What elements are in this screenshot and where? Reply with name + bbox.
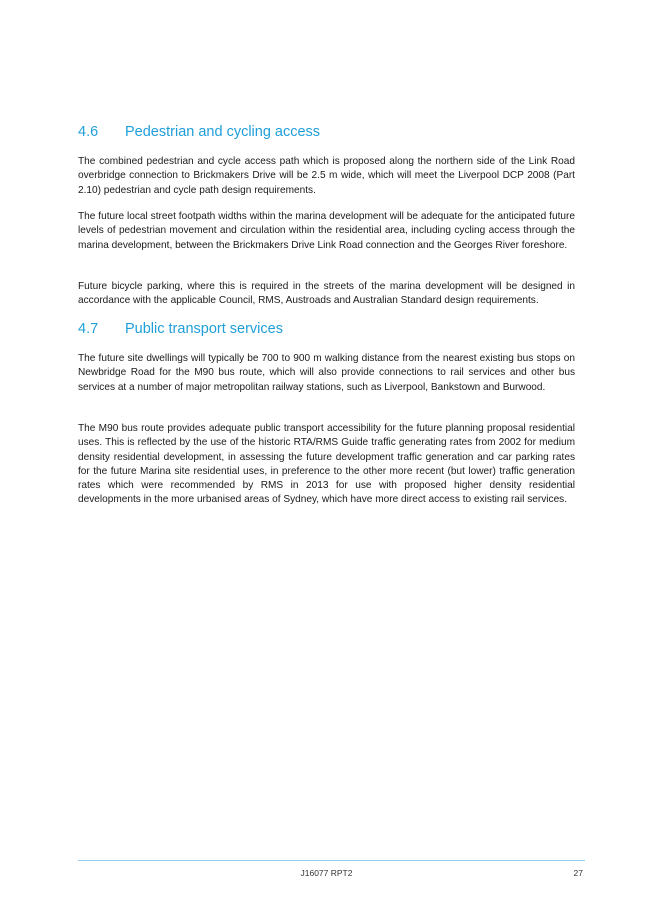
section-number: 4.7 [78, 321, 99, 337]
footer-page-number: 27 [573, 868, 583, 878]
section-title: Public transport services [125, 321, 283, 337]
section-heading-4-7 [78, 321, 283, 337]
paragraph: The future local street footpath widths within the marina development will be adequate for the anticipated future levels of pedestrian movement and circulation within the residential area, including cycling access through the marina development, between the Brickmakers Drive Link Road connection and the Georges River foreshore. [78, 211, 575, 251]
paragraph: The M90 bus route provides adequate public transport accessibility for the future planning proposal residential uses. This is reflected by the use of the historic RTA/RMS Guide traffic generating rates from 2002 for medium density residential development, in assessing the future development traffic generation and car parking rates for the future Marina site residential uses, in preference to the other more recent (but lower) traffic generation rates which were recommended by RMS in 2013 for use with proposed higher density residential developments in the more urbanised areas of Sydney, which have more direct access to existing rail services. [78, 423, 575, 506]
section-title: Pedestrian and cycling access [125, 124, 321, 140]
footer-document-reference: J16077 RPT2 [300, 868, 353, 878]
footer-divider [78, 860, 585, 861]
section-heading-4-6 [78, 124, 320, 140]
paragraph: The future site dwellings will typically be 700 to 900 m walking distance from the nearest existing bus stops on Newbridge Road for the M90 bus route, which will also provide connections to rail services and other bus services at a number of major metropolitan railway stations, such as Liverpool, Bankstown and Burwood. [78, 353, 575, 393]
section-number: 4.6 [78, 124, 99, 140]
paragraph: The combined pedestrian and cycle access path which is proposed along the northern side of the Link Road overbridge connection to Brickmakers Drive will be 2.5 m wide, which will meet the Liverpool DCP 2008 (Part 2.10) pedestrian and cycle path design requirements. [78, 156, 575, 196]
paragraph: Future bicycle parking, where this is required in the streets of the marina development will be designed in accordance with the applicable Council, RMS, Austroads and Australian Standard design requirements. [78, 281, 575, 307]
